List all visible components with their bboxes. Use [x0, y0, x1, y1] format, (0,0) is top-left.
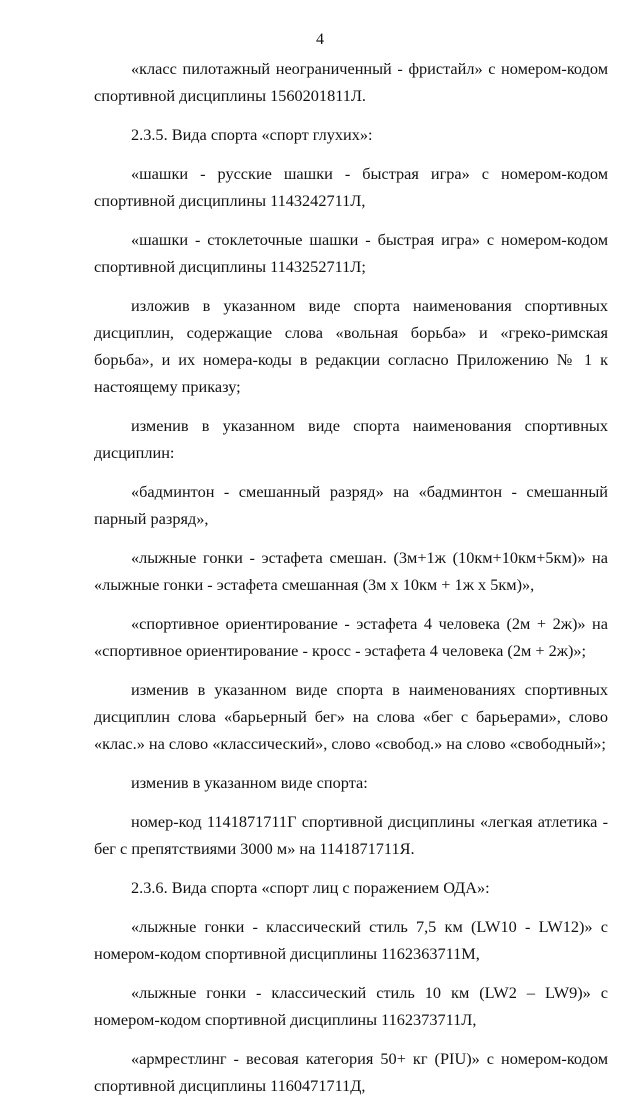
paragraph: изменив в указанном виде спорта наименования спортивных дисциплин:	[94, 416, 608, 462]
paragraph: «лыжные гонки - классический стиль 7,5 км (LW10 - LW12)» с номером-кодом спортивной дисциплины 1162363711М,	[94, 917, 608, 963]
paragraph: «армрестлинг - весовая категория 50+ кг (PIU)» с номером-кодом спортивной дисциплины 1160471711Д,	[94, 1049, 608, 1095]
paragraph: «класс пилотажный неограниченный - фристайл» с номером-кодом спортивной дисциплины 1560201811Л.	[94, 59, 608, 105]
paragraph: номер-код 1141871711Г спортивной дисциплины «легкая атлетика - бег с препятствиями 3000 м» на 1141871711Я.	[94, 812, 608, 858]
paragraph: «бадминтон - смешанный разряд» на «бадминтон - смешанный парный разряд»,	[94, 482, 608, 528]
document-body	[94, 55, 608, 1111]
paragraph: «спортивное ориентирование - эстафета 4 человека (2м + 2ж)» на «спортивное ориентирование - кросс - эстафета 4 человека (2м + 2ж)»;	[94, 614, 608, 660]
paragraph: «шашки - стоклеточные шашки - быстрая игра» с номером-кодом спортивной дисциплины 1143252711Л;	[94, 230, 608, 276]
paragraph: изложив в указанном виде спорта наименования спортивных дисциплин, содержащие слова «вольная борьба» и «греко-римская борьба», и их номера-коды в редакции согласно Приложению № 1 к настоящему приказу;	[94, 296, 608, 396]
paragraph: изменив в указанном виде спорта в наименованиях спортивных дисциплин слова «барьерный бег» на слова «бег с барьерами», слово «клас.» на слово «классический», слово «свобод.» на слово «свободный»;	[94, 680, 608, 753]
paragraph: 2.3.5. Вида спорта «спорт глухих»:	[131, 125, 373, 144]
paragraph: 2.3.6. Вида спорта «спорт лиц с поражением ОДА»:	[131, 878, 490, 897]
paragraph: «шашки - русские шашки - быстрая игра» с номером-кодом спортивной дисциплины 1143242711Л,	[94, 164, 608, 210]
paragraph: «лыжные гонки - классический стиль 10 км (LW2 – LW9)» с номером-кодом спортивной дисциплины 1162373711Л,	[94, 983, 608, 1029]
page-number: 4	[316, 31, 324, 48]
paragraph: «лыжные гонки - эстафета смешан. (3м+1ж (10км+10км+5км)» на «лыжные гонки - эстафета смешанная (3м х 10км + 1ж х 5км)»,	[94, 548, 608, 594]
paragraph: изменив в указанном виде спорта:	[131, 773, 368, 792]
